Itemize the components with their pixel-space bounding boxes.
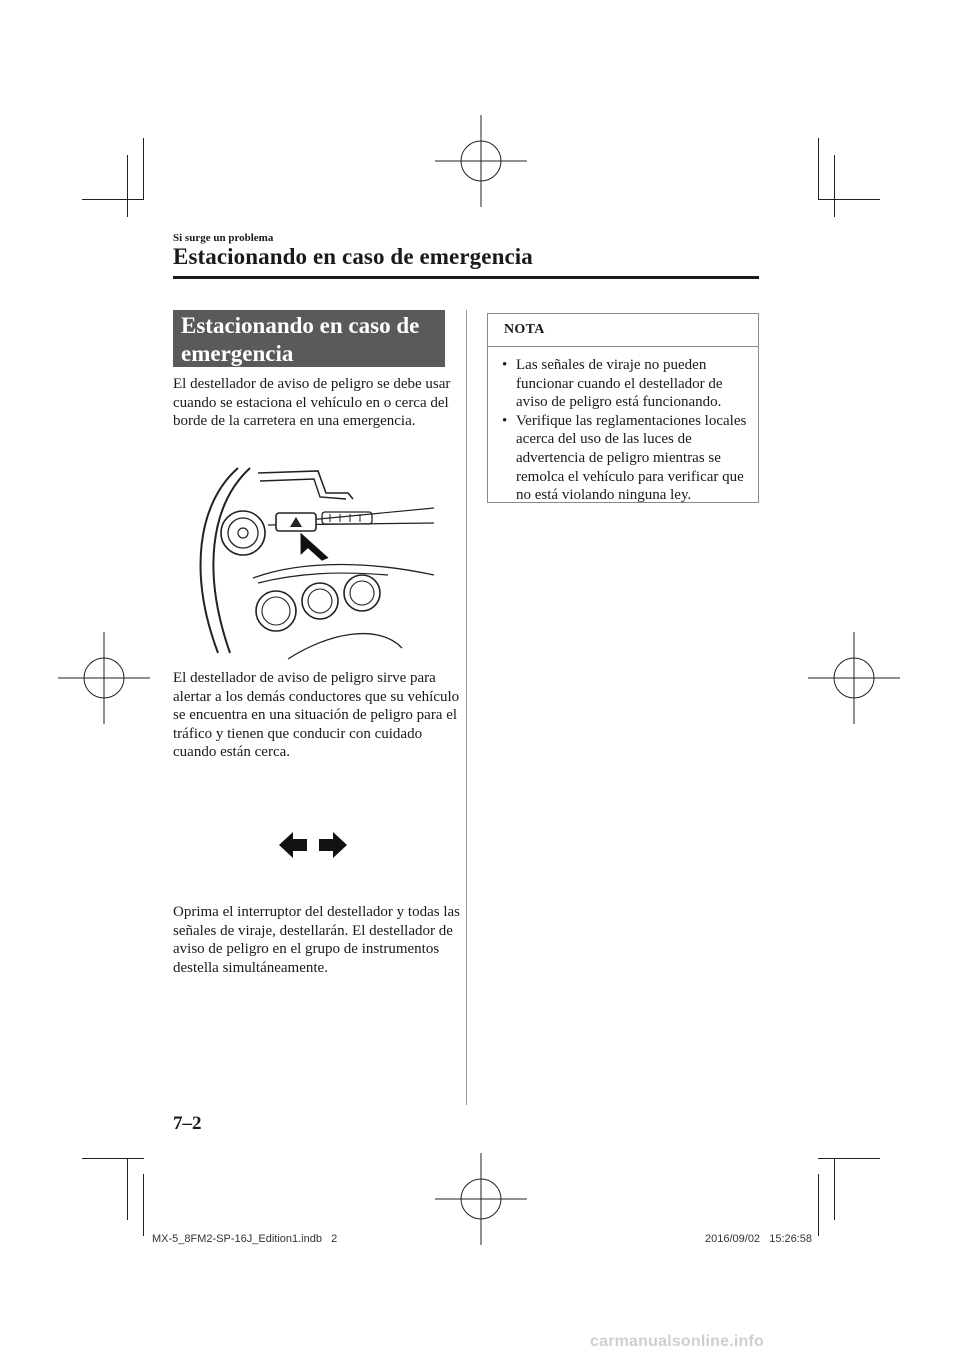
crop-mark — [818, 199, 880, 200]
note-title: NOTA — [504, 322, 545, 337]
crop-mark — [143, 138, 144, 200]
body-paragraph: El destellador de aviso de peligro se debe usar cuando se estaciona el vehículo en o cerca del borde de la carretera en una emergencia. — [173, 376, 451, 430]
crop-mark — [834, 1158, 835, 1220]
section-title-line: Estacionando en caso de — [181, 313, 420, 338]
bullet-icon: • — [502, 357, 508, 373]
section-label: Si surge un problema — [173, 232, 274, 244]
crop-mark — [127, 1158, 128, 1220]
registration-mark-icon — [58, 632, 150, 724]
hazard-switch-dashboard-illustration — [188, 463, 436, 663]
heading-rule — [173, 276, 759, 279]
crop-mark — [82, 1158, 144, 1159]
registration-mark-icon — [808, 632, 900, 724]
list-item — [502, 356, 752, 412]
note-item-text: Verifique las reglamentaciones locales acerca del uso de las luces de advertencia de peligro mientras se remolca el vehículo para verificar que no está violando ninguna ley. — [516, 412, 747, 504]
note-box — [487, 313, 759, 503]
page-title: Estacionando en caso de emergencia — [173, 244, 533, 269]
note-list — [502, 356, 752, 505]
section-title-box — [173, 310, 445, 367]
note-rule — [488, 346, 758, 347]
registration-mark-icon — [435, 115, 527, 207]
registration-mark-icon — [435, 1153, 527, 1245]
footer-file-info: MX-5_8FM2-SP-16J_Edition1.indb 2 — [152, 1233, 338, 1245]
footer-timestamp: 2016/09/02 15:26:58 — [705, 1233, 813, 1245]
crop-mark — [127, 155, 128, 217]
list-item — [502, 412, 752, 505]
crop-mark — [143, 1174, 144, 1236]
crop-mark — [834, 155, 835, 217]
watermark: carmanualsonline.info — [590, 1333, 765, 1350]
body-paragraph: Oprima el interruptor del destellador y todas las señales de viraje, destellarán. El destellador de aviso de peligro en el grupo de instrumentos destella simultáneamente. — [173, 904, 460, 976]
crop-mark — [82, 199, 144, 200]
crop-mark — [818, 138, 819, 200]
page-number: 7–2 — [173, 1113, 202, 1134]
turn-signal-arrows-icon — [279, 830, 349, 860]
crop-mark — [818, 1174, 819, 1236]
bullet-icon: • — [502, 412, 508, 429]
note-item-text: Las señales de viraje no pueden funcionar cuando el destellador de aviso de peligro está funcionando. — [516, 357, 723, 411]
crop-mark — [818, 1158, 880, 1159]
column-divider — [466, 310, 467, 1105]
body-paragraph: El destellador de aviso de peligro sirve para alertar a los demás conductores que su vehículo se encuentra en una situación de peligro para el tráfico y tienen que conducir con cuidado cuando están cerca. — [173, 670, 460, 761]
section-title-line: emergencia — [181, 341, 294, 366]
